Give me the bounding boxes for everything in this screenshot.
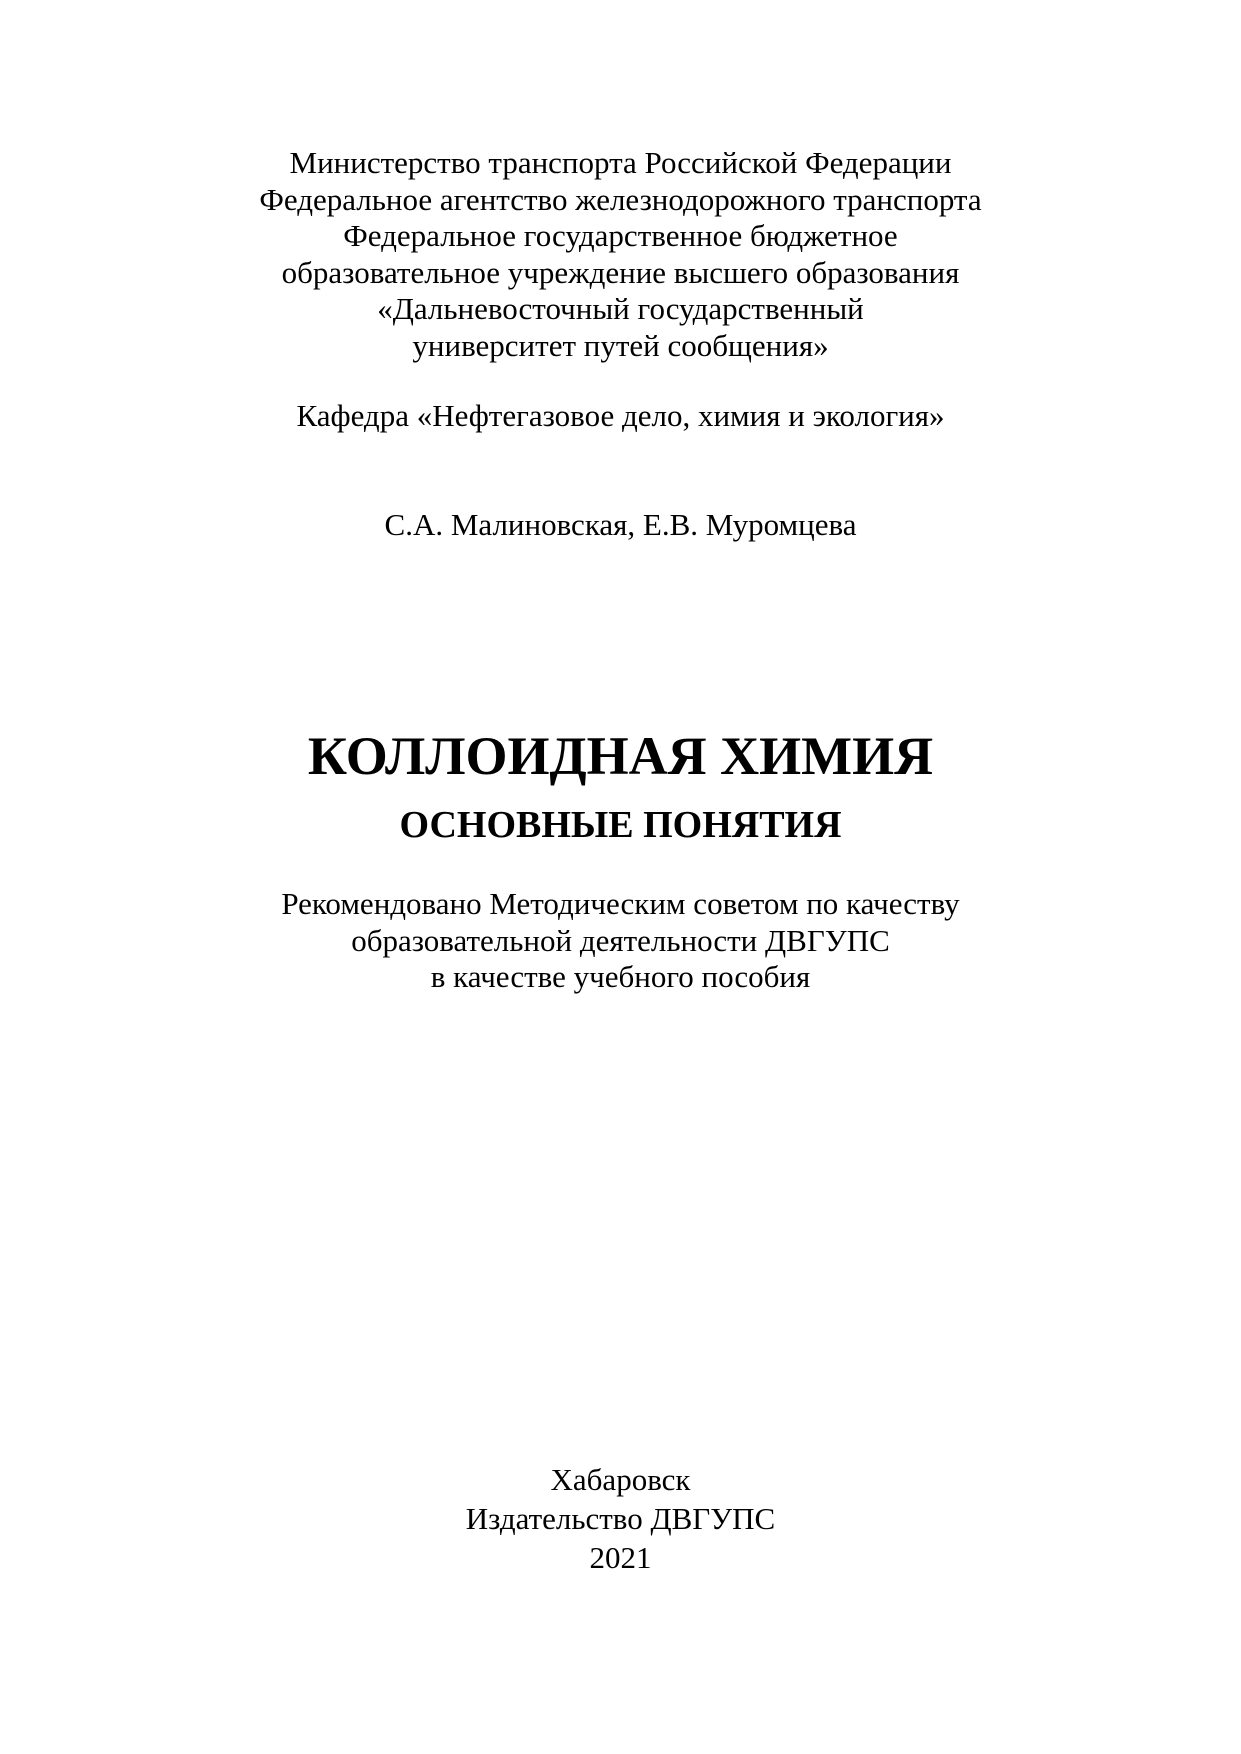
recommendation-line-3: в качестве учебного пособия	[430, 959, 811, 994]
institution-header	[0, 145, 1241, 364]
imprint	[0, 1460, 1241, 1577]
recommendation-line-2: образовательной деятельности ДВГУПС	[351, 922, 890, 958]
imprint-year: 2021	[589, 1540, 652, 1575]
university-name-line-2: университет путей сообщения»	[412, 327, 829, 363]
institution-education-line: образовательное учреждение высшего образования	[281, 254, 960, 290]
book-subtitle: ОСНОВНЫЕ ПОНЯТИЯ	[399, 804, 842, 846]
department-name: Кафедра «Нефтегазовое дело, химия и экология»	[296, 398, 945, 433]
recommendation-line-1: Рекомендовано Методическим советом по качеству	[281, 886, 960, 921]
imprint-city: Хабаровск	[550, 1462, 691, 1497]
agency-line: Федеральное агентство железнодорожного транспорта	[259, 181, 982, 217]
ministry-line: Министерство транспорта Российской Федерации	[289, 145, 952, 180]
book-title: КОЛЛОИДНАЯ ХИМИЯ	[307, 726, 934, 786]
imprint-publisher: Издательство ДВГУПС	[465, 1501, 776, 1536]
recommendation-note	[0, 886, 1241, 996]
institution-type-line: Федеральное государственное бюджетное	[343, 218, 898, 253]
authors: С.А. Малиновская, Е.В. Муромцева	[384, 507, 857, 542]
university-name-line-1: «Дальневосточный государственный	[377, 291, 864, 326]
